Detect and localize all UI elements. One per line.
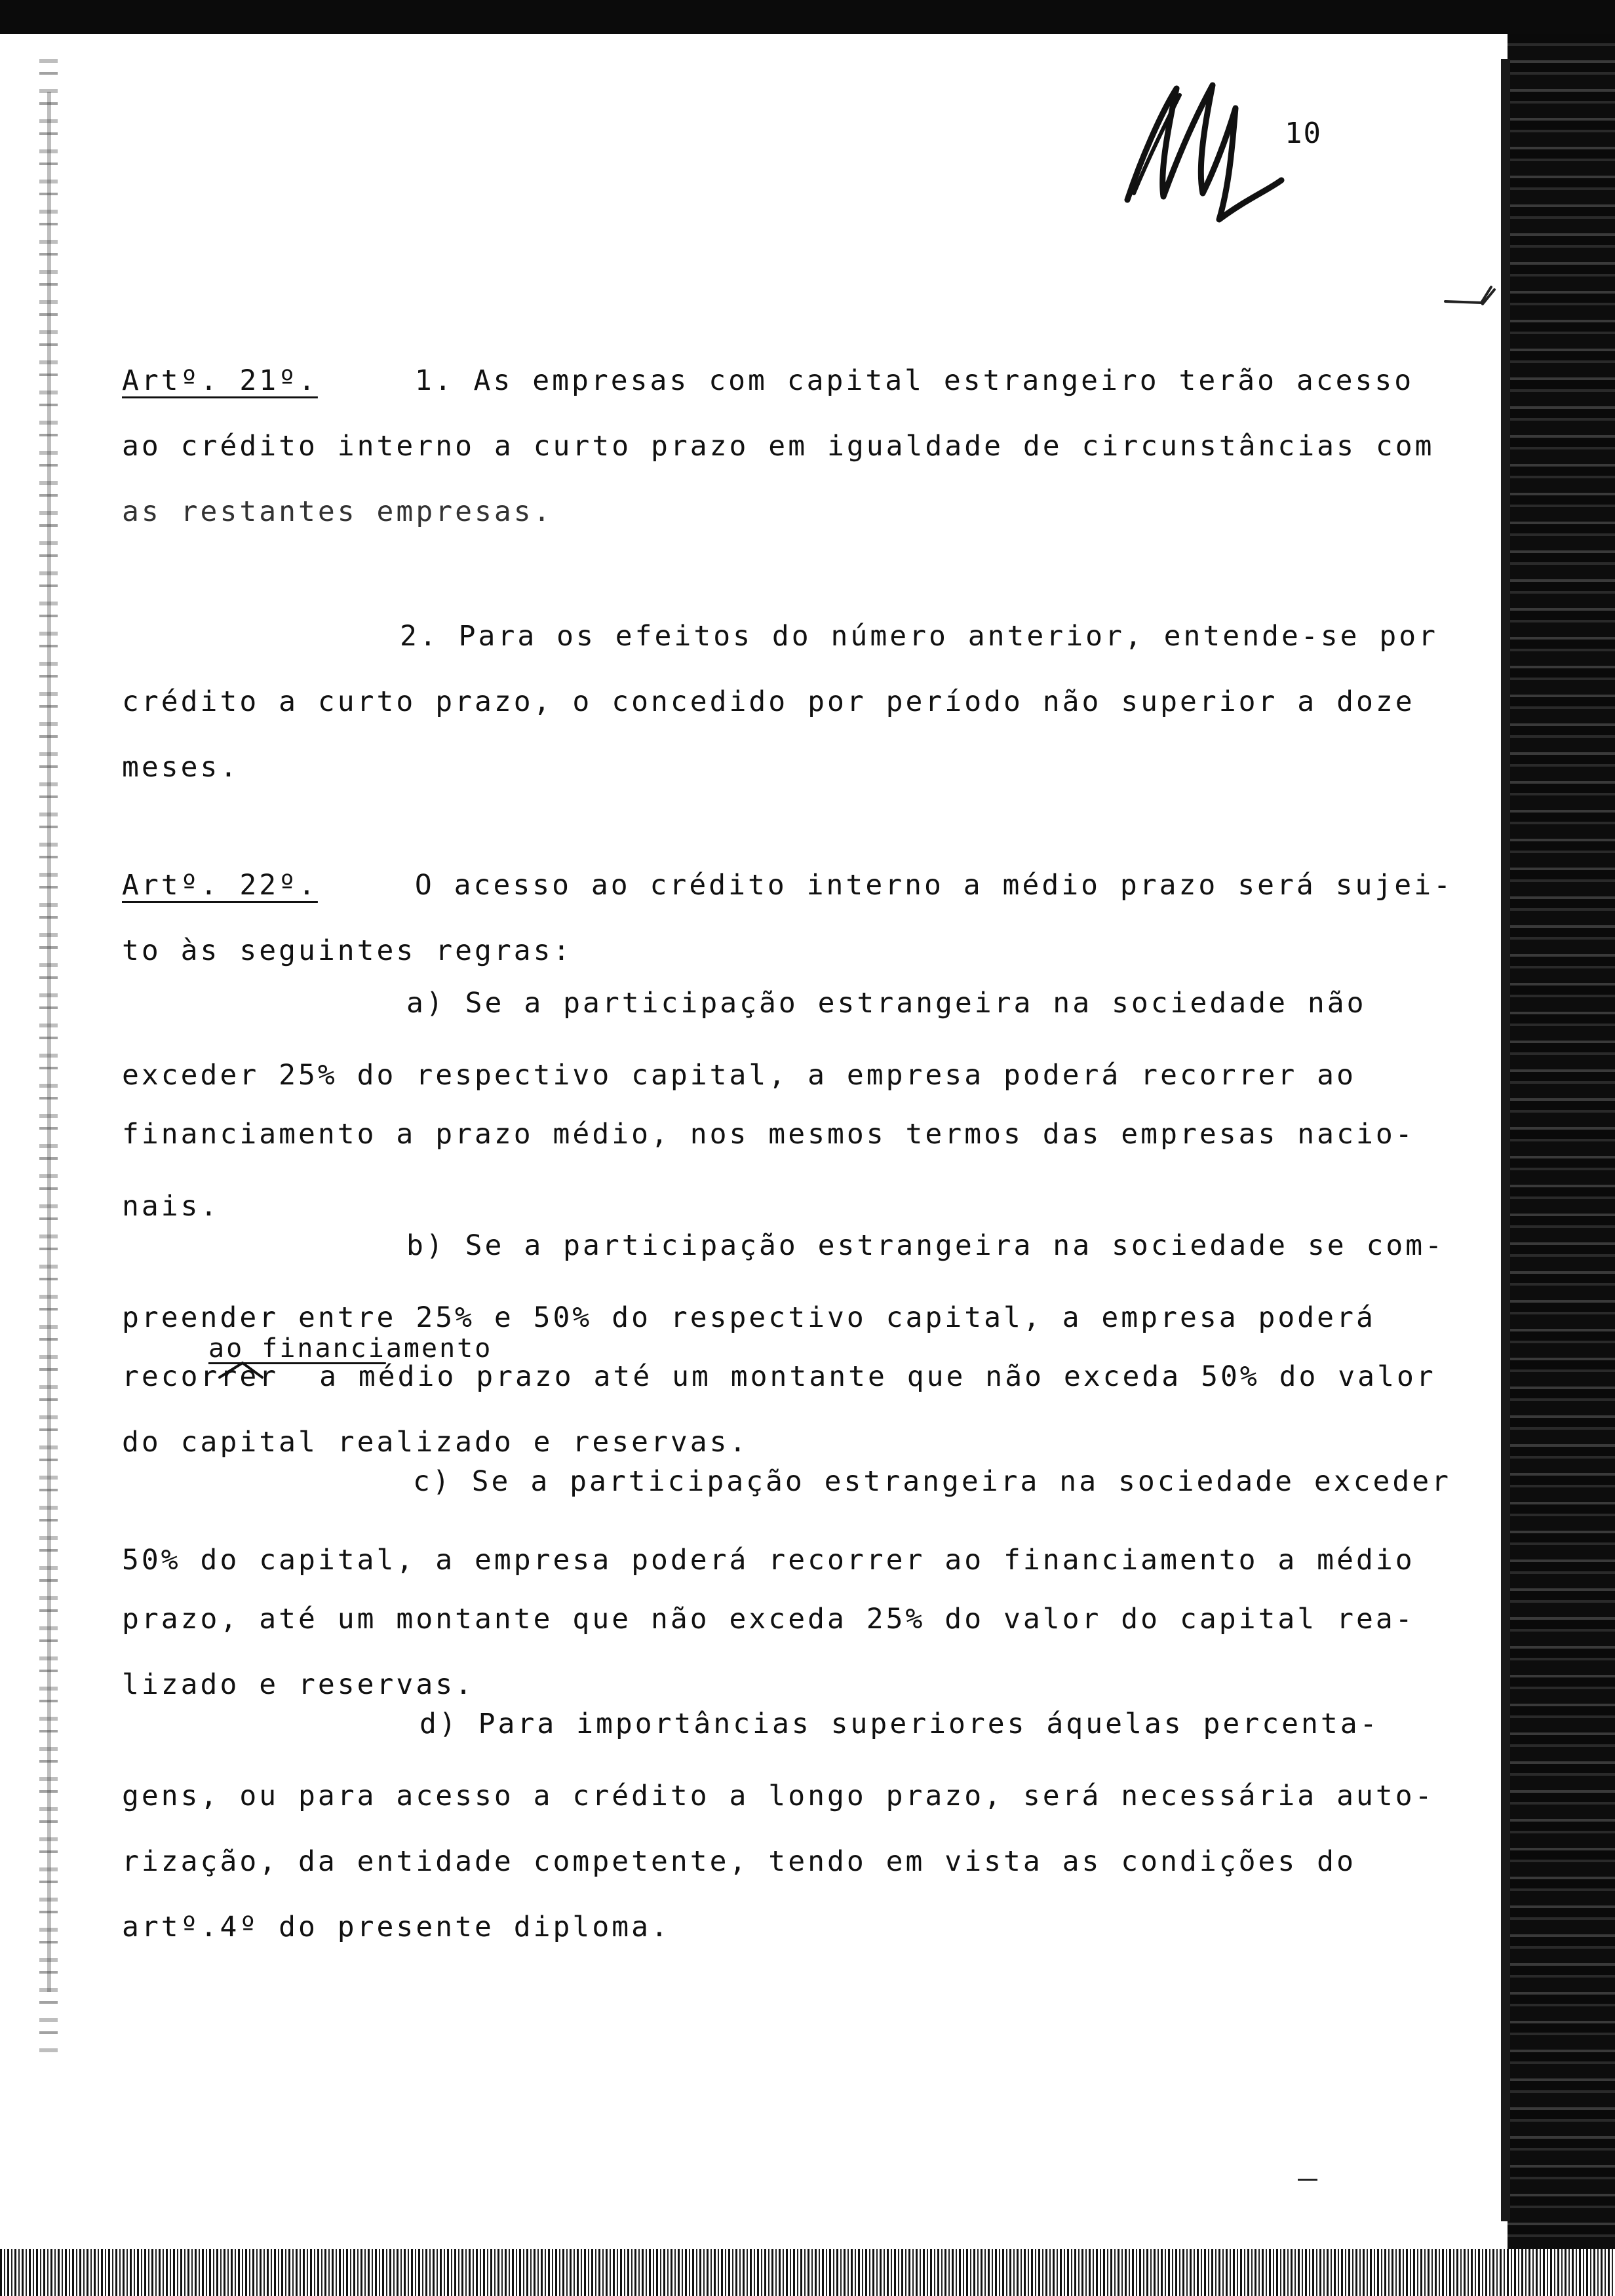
- scan-border-right: [1508, 34, 1615, 2249]
- article-22-label: Artº. 22º.: [122, 869, 318, 902]
- article-21-line-2: ao crédito interno a curto prazo em igualdade de circunstâncias com: [122, 430, 1435, 463]
- item-b-line-1: b) Se a participação estrangeira na sociedade se com-: [406, 1229, 1445, 1262]
- article-22-line-2: to às seguintes regras:: [122, 934, 573, 967]
- item-a-line-3: financiamento a prazo médio, nos mesmos termos das empresas nacio-: [122, 1118, 1415, 1151]
- item-c-line-1: c) Se a participação estrangeira na sociedade exceder: [413, 1465, 1452, 1498]
- item-a-line-1: a) Se a participação estrangeira na sociedade não: [406, 987, 1367, 1020]
- article-22-line-1: [122, 871, 1453, 900]
- item-c-line-4: lizado e reservas.: [122, 1668, 475, 1701]
- handwritten-signature: [1114, 62, 1285, 233]
- item-b-line-2: preender entre 25% e 50% do respectivo capital, a empresa poderá: [122, 1301, 1376, 1334]
- scan-border-right-inner: [1501, 59, 1510, 2221]
- scan-border-left-line: [47, 92, 51, 1992]
- insertion-underlined: ao financi: [208, 1333, 386, 1364]
- article-21-para-2-line-3: meses.: [122, 751, 240, 784]
- scan-border-top: [0, 0, 1615, 34]
- item-b-line-3-start: recorrer: [122, 1360, 279, 1393]
- article-22-text-1: O acesso ao crédito interno a médio prazo será sujei-: [414, 869, 1453, 902]
- article-21-text-1: 1. As empresas com capital estrangeiro terão acesso: [414, 364, 1414, 397]
- item-d-line-2: gens, ou para acesso a crédito a longo prazo, será necessária auto-: [122, 1780, 1435, 1812]
- item-d-line-1: d) Para importâncias superiores áquelas percenta-: [419, 1708, 1380, 1740]
- item-c-line-2: 50% do capital, a empresa poderá recorrer ao financiamento a médio: [122, 1544, 1415, 1577]
- bottom-dash: [1298, 2179, 1317, 2181]
- article-21-line-3: as restantes empresas.: [122, 495, 553, 528]
- item-c-line-3: prazo, até um montante que não exceda 25% do valor do capital rea-: [122, 1603, 1415, 1636]
- scan-border-bottom: [0, 2249, 1615, 2296]
- article-21-para-2-line-2: crédito a curto prazo, o concedido por período não superior a doze: [122, 685, 1415, 718]
- item-b-line-3-rest: a médio prazo até um montante que não exceda 50% do valor: [319, 1360, 1436, 1393]
- article-21-label: Artº. 21º.: [122, 364, 318, 397]
- item-a-line-2: exceder 25% do respectivo capital, a empresa poderá recorrer ao: [122, 1059, 1356, 1092]
- item-d-line-3: rização, da entidade competente, tendo em vista as condições do: [122, 1845, 1356, 1878]
- item-d-line-4: artº.4º do presente diploma.: [122, 1911, 671, 1943]
- page-number: 10: [1285, 117, 1322, 150]
- margin-mark: [1442, 282, 1501, 308]
- item-b-line-4: do capital realizado e reservas.: [122, 1426, 749, 1459]
- item-a-line-4: nais.: [122, 1190, 220, 1223]
- item-b-line-3: [122, 1360, 1436, 1393]
- insertion-rest: amento: [385, 1333, 493, 1364]
- article-21-para-2-line-1: 2. Para os efeitos do número anterior, entende-se por: [400, 620, 1439, 653]
- article-21-line-1: [122, 364, 1414, 397]
